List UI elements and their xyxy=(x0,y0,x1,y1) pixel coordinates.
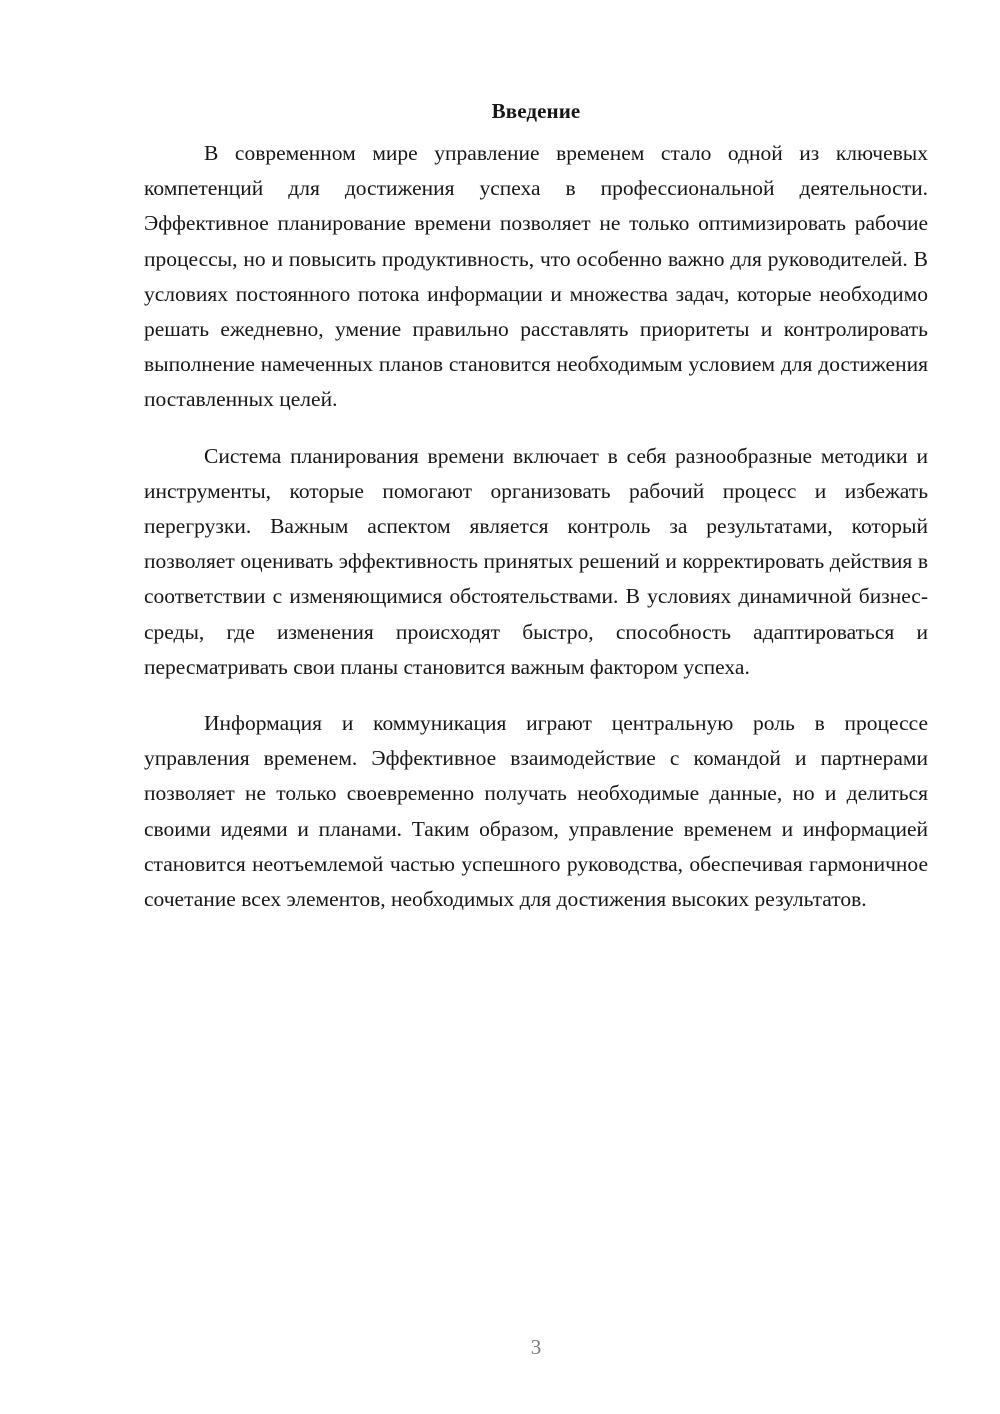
page-content xyxy=(144,96,928,938)
section-heading: Введение xyxy=(491,99,581,123)
paragraph-2: Система планирования времени включает в себя разнообразные методики и инструменты, которые помогают организовать рабочий процесс и избежать перегрузки. Важным аспектом является контроль за результатами, который позволяет оценивать эффективность принятых решений и корректировать действия в соответствии с изменяющимися обстоятельствами. В условиях динамичной бизнес-среды, где изменения происходят быстро, способность адаптироваться и пересматривать свои планы становится важным фактором успеха. xyxy=(144,443,928,679)
paragraph-3: Информация и коммуникация играют центральную роль в процессе управления временем. Эффективное взаимодействие с командой и партнерами позволяет не только своевременно получать необходимые данные, но и делиться своими идеями и планами. Таким образом, управление временем и информацией становится неотъемлемой частью успешного руководства, обеспечивая гармоничное сочетание всех элементов, необходимых для достижения высоких результатов. xyxy=(144,711,928,912)
paragraph-1: В современном мире управление временем стало одной из ключевых компетенций для достижения успеха в профессиональной деятельности. Эффективное планирование времени позволяет не только оптимизировать рабочие процессы, но и повысить продуктивность, что особенно важно для руководителей. В условиях постоянного потока информации и множества задач, которые необходимо решать ежедневно, умение правильно расставлять приоритеты и контролировать выполнение намеченных планов становится необходимым условием для достижения поставленных целей. xyxy=(144,141,928,412)
page-number: 3 xyxy=(530,1335,542,1359)
